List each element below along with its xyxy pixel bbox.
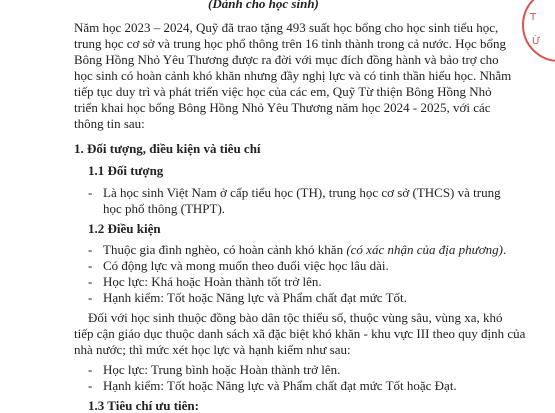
exception-line: tiếp cận giáo dục thuộc danh sách xã đặc biệt khó khăn - khu vực III theo quy định của [74, 326, 526, 341]
intro-line: Năm học 2023 – 2024, Quỹ đã trao tặng 493 suất học bổng cho học sinh tiểu học, [74, 20, 499, 35]
bullet-marker: - [88, 362, 93, 377]
exception-line: Đối với học sinh thuộc đồng bào dân tộc thiểu số, thuộc vùng sâu, vùng xa, khó [88, 310, 503, 325]
exception-line: nhà nước; thì mức xét học lực và hạnh kiểm như sau: [74, 342, 351, 357]
bullet-marker: - [88, 290, 93, 305]
section-1-2-heading: 1.2 Điều kiện [88, 221, 161, 236]
intro-line: triển khai học bổng Bông Hồng Nhỏ Yêu Thương năm học 2024 - 2025, với các [74, 100, 491, 115]
intro-line: học sinh có hoàn cảnh khó khăn nhưng đầy nghị lực và có tinh thần hiếu học. Nhằm [74, 68, 512, 83]
red-seal-stamp: T Ừ [522, 0, 555, 62]
bullet-marker: - [88, 242, 93, 257]
section-1-3-heading: 1.3 Tiêu chí ưu tiên: [88, 398, 199, 413]
condition-poverty [103, 242, 506, 257]
target-line: học phổ thông (THPT). [103, 201, 226, 216]
bullet-marker: - [88, 185, 93, 200]
section-1-1-heading: 1.1 Đối tượng [88, 163, 164, 178]
intro-line: Bông Hồng Nhỏ Yêu Thương được ra đời với mục đích đồng hành và bảo trợ cho [74, 52, 499, 67]
condition-end: . [502, 242, 507, 257]
document-subtitle: (Dành cho học sinh) [208, 0, 319, 11]
intro-line: tiếp tục duy trì và phát triển việc học của các em, Quỹ Từ thiện Bông Hồng Nhỏ [74, 84, 492, 99]
condition-academic: Học lực: Khá hoặc Hoàn thành tốt trở lên. [103, 274, 322, 289]
condition-motivation: Có động lực và mong muốn theo đuổi việc học lâu dài. [103, 258, 389, 273]
exception-conduct: Hạnh kiểm: Tốt hoặc Năng lực và Phẩm chất đạt mức Tốt hoặc Đạt. [103, 378, 457, 393]
intro-line: trung học cơ sở và trung học phổ thông trên 16 tỉnh thành trong cả nước. Học bổng [74, 36, 507, 51]
exception-academic: Học lực: Trung bình hoặc Hoàn thành trở lên. [103, 362, 341, 377]
target-line: Là học sinh Việt Nam ở cấp tiểu học (TH), trung học cơ sở (THCS) và trung [103, 185, 501, 200]
condition-conduct: Hạnh kiểm: Tốt hoặc Năng lực và Phẩm chất đạt mức Tốt. [103, 290, 407, 305]
condition-note: (có xác nhận của địa phương) [346, 242, 503, 257]
condition-text: Thuộc gia đình nghèo, có hoàn cảnh khó khăn [103, 242, 347, 257]
section-1-heading: 1. Đối tượng, điều kiện và tiêu chí [74, 141, 261, 156]
intro-line: thông tin sau: [74, 116, 145, 131]
bullet-marker: - [88, 378, 93, 393]
bullet-marker: - [88, 274, 93, 289]
bullet-marker: - [88, 258, 93, 273]
